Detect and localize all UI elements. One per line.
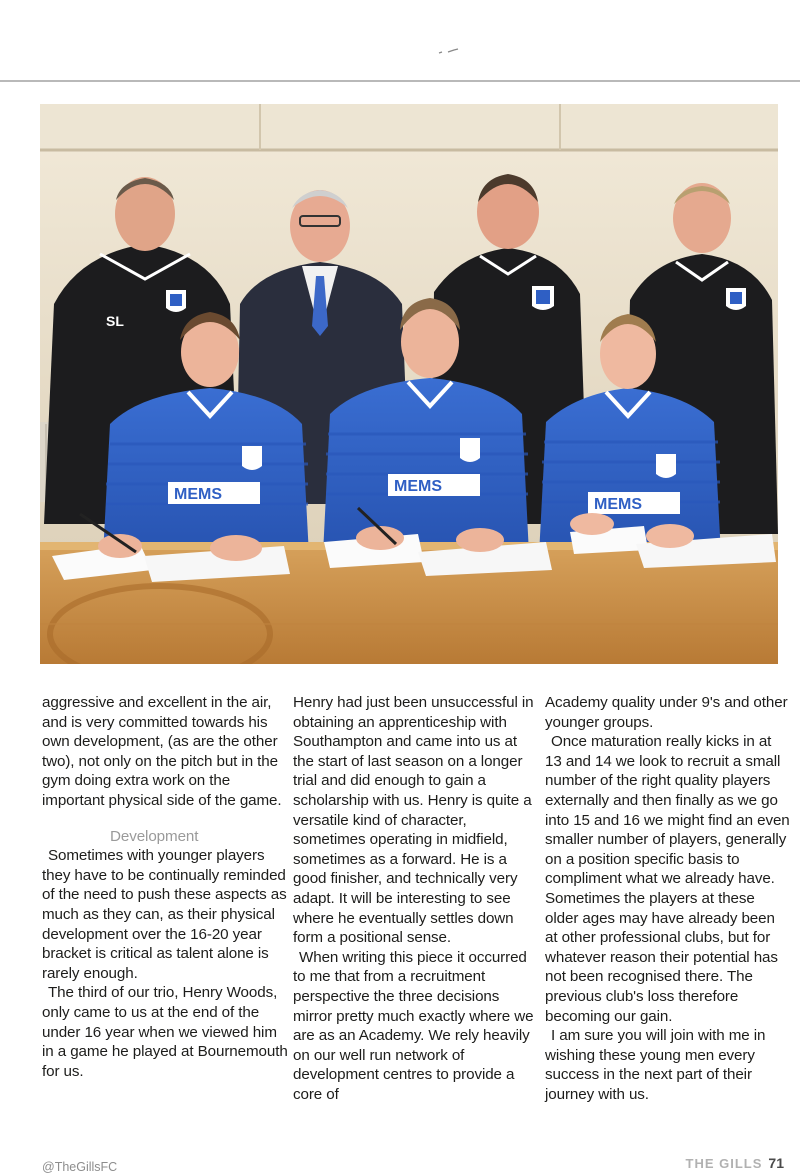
twitter-handle: @TheGillsFC <box>42 1160 118 1174</box>
sponsor-text-2: MEMS <box>394 478 442 495</box>
article-column-3 <box>545 693 791 1104</box>
page-footer <box>686 1155 784 1171</box>
header-rule <box>0 80 800 82</box>
magazine-name: THE GILLS <box>685 1156 763 1171</box>
article-column-2 <box>293 693 539 1104</box>
subhead-development: Development <box>110 827 199 845</box>
col1-para-3: The third of our trio, Henry Woods, only came to us at the end of the under 16 year when we viewed him in a game he played at Bournemouth for us. <box>42 984 288 1080</box>
col2-para-2: When writing this piece it occurred to me that from a recruitment perspective the three decisions mirror pretty much exactly where we are as an Academy. We rely heavily on our well run network of development centres to provide a core of <box>293 948 534 1103</box>
col2-para-1: Henry had just been unsuccessful in obtaining an apprenticeship with Southampton and came into us at the start of last season on a longer trial and did enough to gain a scholarship with us. Henry is quite a versatile kind of character, sometimes operating in midfield, sometimes as a forward. He is a good finisher, and technically very adapt. It will be interesting to see where he eventually settles down form a positional sense. <box>293 694 534 947</box>
col1-para-1: aggressive and excellent in the air, and is very committed towards his own development, (as are the other two), not only on the pitch but in the gym doing extra work on the important physical side of the game. <box>42 694 282 809</box>
sponsor-text-3: MEMS <box>594 496 642 513</box>
staff-initials: SL <box>106 313 124 329</box>
col3-para-2: Once maturation really kicks in at 13 and 14 we look to recruit a small number of the right quality players externally and then finally as we go into 15 and 16 we might find an even smaller number of players, generally on a position specific basis to compliment what we already have. Sometimes the players at these older ages may have already been at other professional clubs, but for whatever reason their potential has not been recognised there. The previous club's loss therefore becoming our gain. <box>545 733 790 1025</box>
col3-para-1: Academy quality under 9's and other younger groups. <box>545 694 788 731</box>
signing-photo <box>40 104 778 664</box>
article-column-1 <box>42 693 288 1081</box>
sponsor-text-1: MEMS <box>174 486 222 503</box>
col3-para-3: I am sure you will join with me in wishing these young men every success in the next part of their journey with us. <box>545 1027 766 1103</box>
page-number: 71 <box>768 1155 784 1171</box>
col1-para-2: Sometimes with younger players they have to be continually reminded of the need to push these aspects as much as they can, as their physical development over the 16-20 year bracket is critical as talent alone is rarely enough. <box>42 847 287 982</box>
print-speck <box>438 42 462 50</box>
